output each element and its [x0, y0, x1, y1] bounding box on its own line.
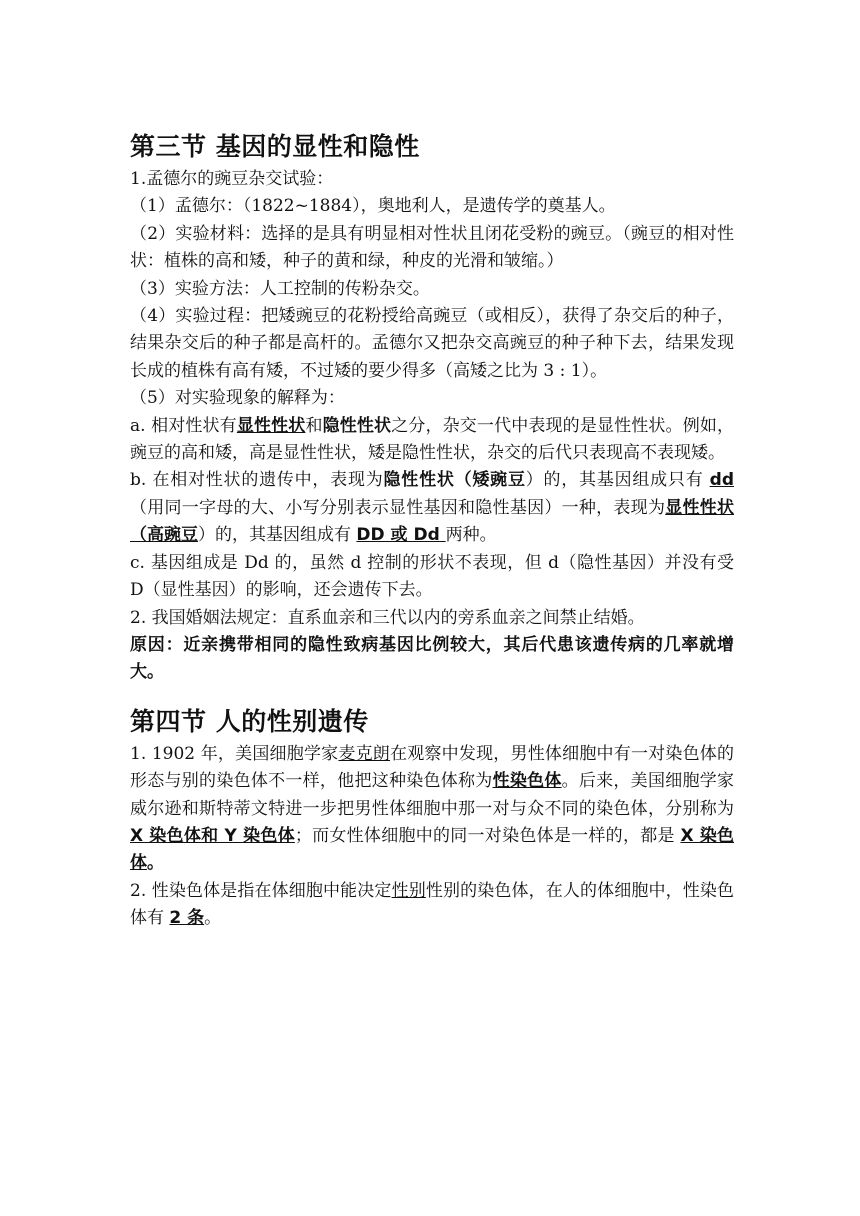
keyword-gender: 性别 [391, 880, 426, 901]
name-mcclung: 麦克朗 [338, 743, 391, 764]
section-4-title: 第四节 人的性别遗传 [130, 706, 369, 736]
text-run: a. 相对性状有 [130, 415, 237, 436]
text-run: 之分，杂交一代中表现的是显性性状。例如，豌豆的高和矮，高是显性性状，矮是隐性性状，杂交的后代只表现高不表现矮。 [130, 415, 735, 464]
text-run: 两种。 [445, 525, 497, 546]
section-3-title: 第三节 基因的显性和隐性 [130, 132, 420, 161]
keyword-recessive: 隐性性状 [322, 415, 392, 436]
paragraph-a [130, 413, 734, 468]
paragraph-1: 1.孟德尔的豌豆杂交试验： [130, 169, 334, 189]
keyword-dominant-trait: 显性性状（高豌豆 [130, 497, 735, 546]
document-page [130, 128, 734, 933]
keyword-two: 2 条 [169, 908, 205, 929]
paragraph-s4-2 [130, 878, 734, 933]
text-run: （用同一字母的大、小写分别表示显性基因和隐性基因）一种，表现为 [130, 497, 666, 518]
paragraph-2: （1）孟德尔：（1822~1884），奥地利人，是遗传学的奠基人。 [130, 196, 616, 217]
text-run: ；而女性体细胞中的同一对染色体是一样的，都是 [294, 825, 681, 846]
paragraph-4: （3）实验方法：人工控制的传粉杂交。 [130, 278, 430, 299]
paragraph-s4-1 [130, 741, 734, 878]
text-run: 在观察中发现，男性体细胞中有一对染色体的形态与别的染色体不一样，他把这种染色体称为 [130, 743, 735, 792]
keyword-dd-or-dd: DD 或 Dd [356, 525, 446, 546]
paragraph-marriage-law: 2. 我国婚姻法规定：直系血亲和三代以内的旁系血亲之间禁止结婚。 [130, 607, 645, 628]
paragraph-5: （4）实验过程：把矮豌豆的花粉授给高豌豆（或相反），获得了杂交后的种子，结果杂交后的种子都是高杆的。孟德尔又把杂交高豌豆的种子种下去，结果发现长成的植株有高有矮，不过矮的要少得多（高矮之比为 3 : 1）。 [130, 306, 734, 381]
keyword-x-chromosome: X 染色体 [130, 825, 734, 874]
text-run: 。 [204, 908, 222, 929]
text-run: ）的，其基因组成只有 [525, 470, 710, 491]
keyword-recessive-trait: 隐性性状（矮豌豆 [383, 470, 526, 491]
text-run: 2. 性染色体是指在体细胞中能决定 [130, 880, 392, 901]
keyword-sex-chromosome: 性染色体 [492, 771, 562, 792]
text-run: 1. 1902 年，美国细胞学家 [130, 743, 339, 764]
text-run: 。后来，美国细胞学家威尔逊和斯特蒂文特进一步把男性体细胞中那一对与众不同的染色体，分别称为 [130, 771, 735, 819]
keyword-dd: dd [709, 470, 734, 491]
text-run: 性别的染色体，在人的体细胞中，性染色体有 [130, 880, 735, 929]
paragraph-b [130, 467, 734, 549]
keyword-dominant: 显性性状 [236, 415, 306, 436]
paragraph-3: （2）实验材料：选择的是具有明显相对性状且闭花受粉的豌豆。（豌豆的相对性状：植株的高和矮，种子的黄和绿，种皮的光滑和皱缩。） [130, 223, 734, 272]
text-run: b. 在相对性状的遗传中，表现为 [130, 470, 384, 491]
text-run: 。 [147, 853, 164, 874]
text-run: 和 [305, 415, 323, 436]
text-run: ）的，其基因组成有 [198, 525, 357, 546]
paragraph-reason: 原因：近亲携带相同的隐性致病基因比例较大，其后代患该遗传病的几率就增大。 [130, 634, 734, 683]
paragraph-6: （5）对实验现象的解释为： [130, 388, 345, 409]
keyword-x-and-y: X 染色体和 Y 染色体 [130, 825, 295, 846]
paragraph-c: c. 基因组成是 Dd 的，虽然 d 控制的形状不表现，但 d（隐性基因）并没有受 D（显性基因）的影响，还会遗传下去。 [130, 552, 734, 601]
